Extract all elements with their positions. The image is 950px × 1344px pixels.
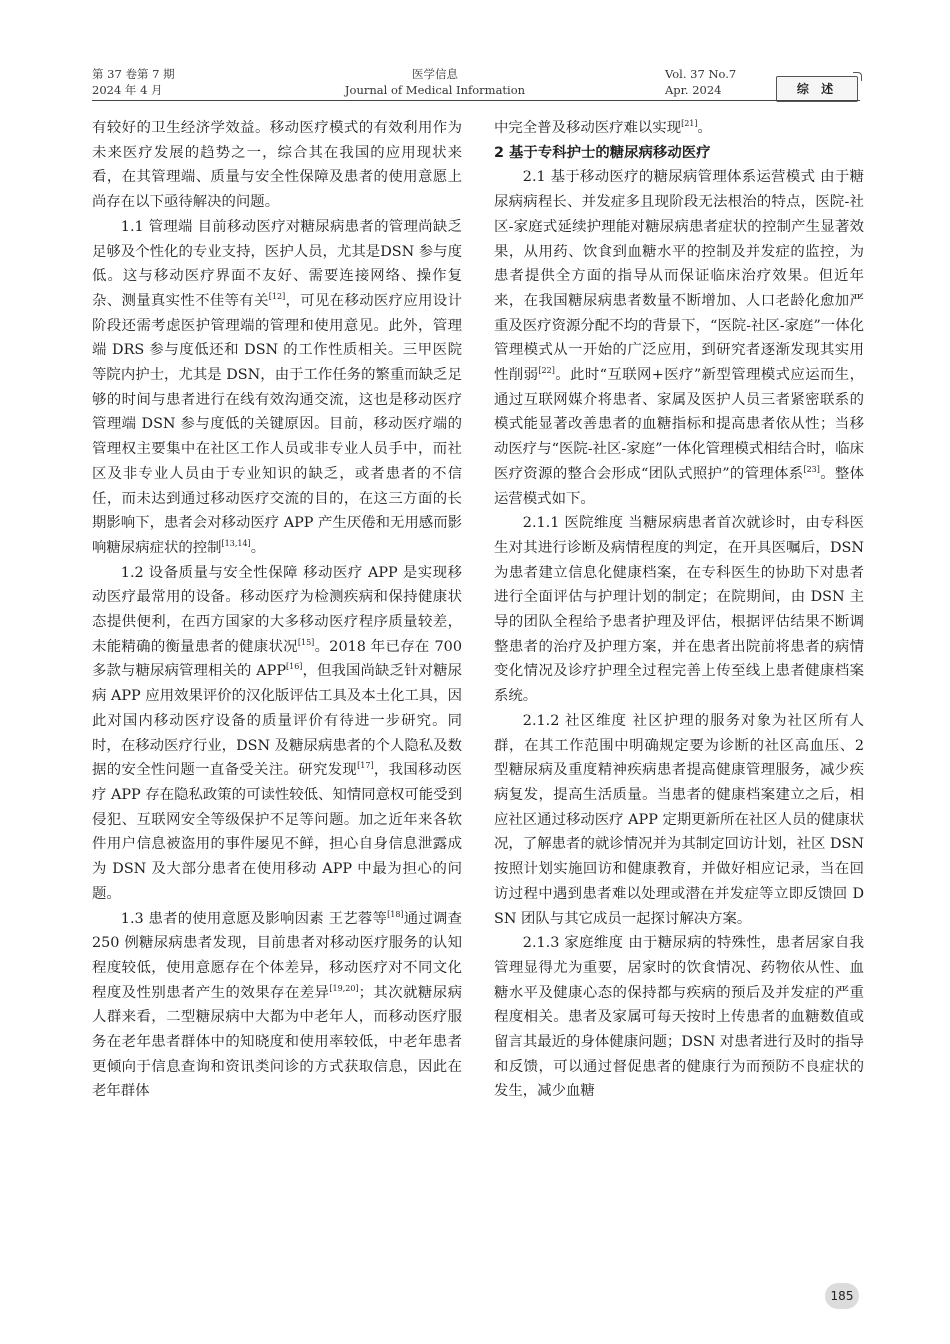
text: 。 <box>697 120 712 136</box>
journal-title-cn: 医学信息 <box>412 67 458 81</box>
citation: [18] <box>387 909 404 919</box>
page-header <box>0 0 950 110</box>
volume-issue-info <box>92 66 175 98</box>
header-rule <box>92 100 860 101</box>
paragraph-2-1-1: 2.1.1 医院维度 当糖尿病患者首次就诊时，由专科医生对其进行诊断及病情程度的判定，在开具医嘱后，DSN 为患者建立信息化健康档案，在专科医生的协助下对患者进行全面评估与护理计划的制定；在院期间，由 DSN 主导的团队全程给予患者护理及评估，根据评估结果不断调整患者的治疗及护理方案，并在患者出院前将患者的病情变化情况及诊疗护理全过程完善上传至线上患者健康档案系统。 <box>494 515 864 705</box>
paragraph-2-1-2: 2.1.2 社区维度 社区护理的服务对象为社区所有人群，在其工作范围中明确规定要为诊断的社区高血压、2 型糖尿病及重度精神疾病患者提高健康管理服务，减少疾病复发，提高生活质量。当患者的健康档案建立之后，相应社区通过移动医疗 APP 定期更新所在社区人员的健康状况，了解患者的就诊情况并为其制定回访计划，社区 DSN 按照计划实施回访和健康教育，并做好相应记录，当在回访过程中遇到患者难以处理或潜在并发症等立即反馈回 DSN 团队与其它成员一起探讨解决方案。 <box>494 712 864 927</box>
text: ；其次就糖尿病人群来看，二型糖尿病中大都为中老年人，而移动医疗服务在老年患者群体中的知晓度和使用率较低，中老年患者更倾向于信息查询和资讯类问诊的方式获取信息，因此在老年群体 <box>92 984 462 1100</box>
section-tag <box>776 72 862 102</box>
text: 1.1 管理端 目前移动医疗对糖尿病患者的管理尚缺乏足够及个性化的专业支持，医护人员，尤其是DSN 参与度低。这与移动医疗界面不友好、需要连接网络、操作复杂、测量真实性不佳等有关 <box>92 218 462 309</box>
citation: [15] <box>297 637 315 647</box>
journal-title-en: Journal of Medical Information <box>344 83 526 97</box>
paragraph-1-2 <box>92 561 462 907</box>
volume-issue-en: Vol. 37 No.7 <box>665 67 737 81</box>
text: 2.1 基于移动医疗的糖尿病管理体系运营模式 由于糖尿病病程长、并发症多且现阶段无法根治的特点，医院-社区-家庭式延续护理能对糖尿病患者症状的控制产生显著效果，从用药、饮食到血糖水平的控制及并发症的监控，为患者提供全方面的指导从而保证临床治疗效果。但近年来，在我国糖尿病患者数量不断增加、人口老龄化愈加严重及医疗资源分配不均的背景下，“医院-社区-家庭”一体化管理模式从一开始的广泛应用，到研究者逐渐发现其实用性削弱 <box>494 169 864 384</box>
text: 1.3 患者的使用意愿及影响因素 王艺蓉等 <box>120 910 388 927</box>
left-column <box>92 116 462 1104</box>
citation: [17] <box>357 761 374 771</box>
text: 。 <box>250 539 266 556</box>
text: ，我国移动医疗 APP 存在隐私政策的可读性较低、知情同意权可能受到侵犯、互联网安全等级保护不足等问题。加之近年来各软件用户信息被盗用的事件屡见不鲜，担心自身信息泄露成为 DSN 及大部分患者在使用移动 APP 中最为担心的问题。 <box>92 762 462 902</box>
section-tag-label: 综 述 <box>776 76 858 102</box>
citation: [22] <box>538 366 555 376</box>
section-2-title: 2 基于专科护士的糖尿病移动医疗 <box>494 144 711 161</box>
citation: [13,14] <box>221 539 251 549</box>
publication-date-en: Apr. 2024 <box>665 83 722 97</box>
text: 。整体运营模式如下。 <box>494 465 864 507</box>
text: 。2018 年已存在 700 多款与糖尿病管理相关的 APP <box>92 638 462 680</box>
text: ，但我国尚缺乏针对糖尿病 APP 应用效果评价的汉化版评估工具及本土化工具，因此对国内移动医疗设备的质量评价有待进一步研究。同时，在移动医疗行业，DSN 及糖尿病患者的个人隐私及数据的安全性问题一直备受关注。研究发现 <box>92 663 462 779</box>
publication-date-cn: 2024 年 4 月 <box>92 83 163 97</box>
text: 通过调查 250 例糖尿病患者发现，目前患者对移动医疗服务的认知程度较低，使用意愿存在个体差异，移动医疗对不同文化程度及性别患者产生的效果存在差异 <box>92 910 462 1001</box>
paragraph-1-3 <box>92 907 462 1105</box>
section-tag-curl <box>853 72 862 81</box>
volume-issue-en-info <box>665 66 736 98</box>
citation: [19,20] <box>329 983 359 993</box>
paragraph-continued <box>494 116 864 141</box>
citation: [12] <box>268 292 286 302</box>
text: 1.2 设备质量与安全性保障 移动医疗 APP 是实现移动医疗最常用的设备。移动医疗为检测疾病和保持健康状态提供便利，在西方国家的大多移动医疗程序质量较差，未能精确的衡量患者的健康状况 <box>92 564 462 655</box>
paragraph-1-1 <box>92 215 462 561</box>
citation: [16] <box>286 662 303 672</box>
text: ，可见在移动医疗应用设计阶段还需考虑医护管理端的管理和使用意见。此外，管理端 DRS 参与度低还和 DSN 的工作性质相关。三甲医院等院内护士，尤其是 DSN，由于工作任务的繁重而缺乏足够的时间与患者进行在线有效沟通交流，这也是移动医疗管理端 DSN 参与度低的关键原因。目前，移动医疗端的管理权主要集中在社区工作人员或非专业人员手中，而社区及非专业人员由于专业知识的缺乏，或者患者的不信任，而未达到通过移动医疗交流的目的，在这三方面的长期影响下，患者会对移动医疗 APP 产生厌倦和无用感而影响糖尿病症状的控制 <box>92 292 462 556</box>
right-column <box>494 116 864 1104</box>
citation: [21] <box>681 119 698 129</box>
text: 。此时“互联网+医疗”新型管理模式应运而生，通过互联网媒介将患者、家属及医护人员三者紧密联系的模式能显著改善患者的血糖指标和提高患者依从性；当移动医疗与“医院-社区-家庭”一体化管理模式相结合时，临床医疗资源的整合会形成“团队式照护”的管理体系 <box>494 367 864 482</box>
page-number: 185 <box>825 1283 859 1309</box>
journal-title <box>330 66 540 98</box>
text: 中完全普及移动医疗难以实现 <box>494 120 682 136</box>
paragraph-intro: 有较好的卫生经济学效益。移动医疗模式的有效利用作为未来医疗发展的趋势之一，综合其在我国的应用现状来看，在其管理端、质量与安全性保障及患者的使用意愿上尚存在以下亟待解决的问题。 <box>92 120 462 211</box>
paragraph-2-1-3: 2.1.3 家庭维度 由于糖尿病的特殊性，患者居家自我管理显得尤为重要，居家时的饮食情况、药物依从性、血糖水平及健康心态的保持都与疾病的预后及并发症的严重程度相关。患者及家属可每天按时上传患者的血糖数值或留言其最近的身体健康问题；DSN 对患者进行及时的指导和反馈，可以通过督促患者的健康行为而预防不良症状的发生，减少血糖 <box>494 935 864 1100</box>
paragraph-2-1 <box>494 165 864 511</box>
citation: [23] <box>803 465 820 475</box>
volume-issue: 第 37 卷第 7 期 <box>92 67 175 81</box>
